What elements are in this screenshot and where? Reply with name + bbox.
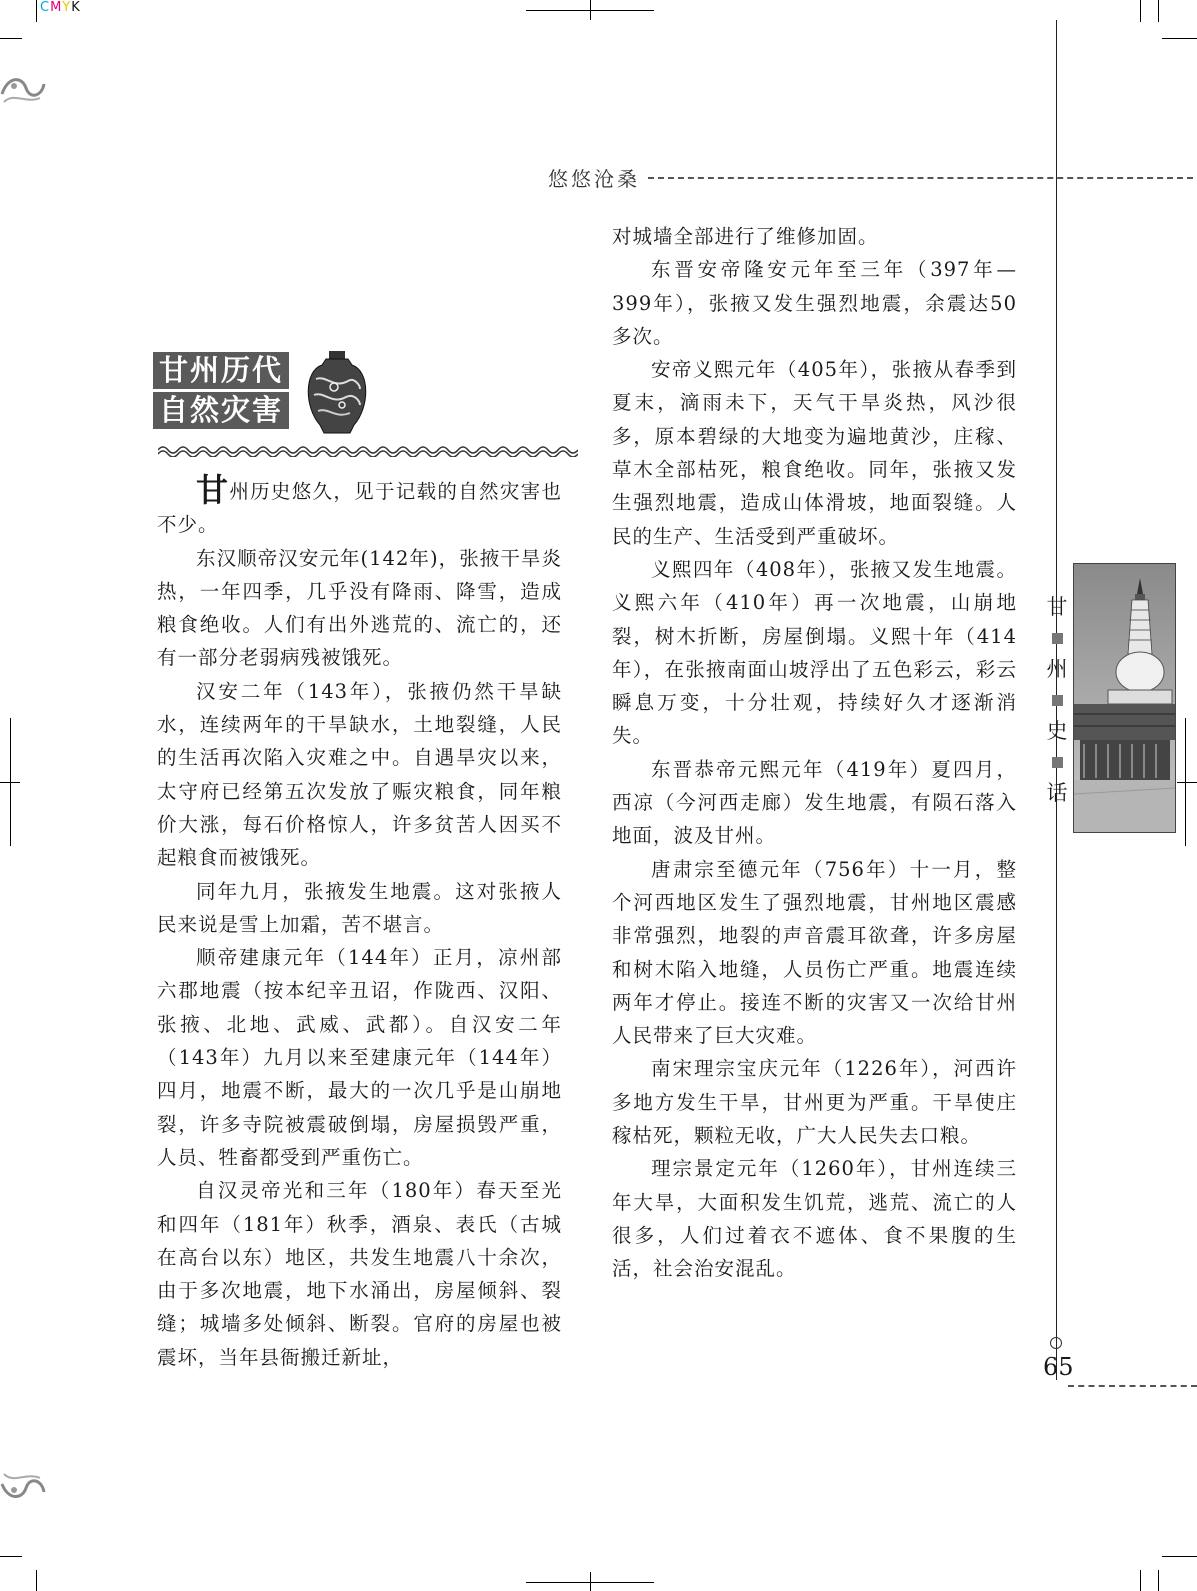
- paragraph: 义熙四年（408年），张掖又发生地震。义熙六年（410年）再一次地震，山崩地裂，树木折断，房屋倒塌。义熙十年（414年），在张掖南面山坡浮出了五色彩云，彩云瞬息万变，十分壮观，持续好久才逐渐消失。: [612, 557, 1017, 748]
- crop-mark: [590, 1572, 591, 1591]
- right-column: [612, 220, 1017, 1286]
- crop-mark: [36, 0, 37, 22]
- scroll-ornament-icon: [0, 70, 48, 110]
- cmyk-k: K: [71, 0, 81, 15]
- side-title-char: 甘: [1046, 595, 1068, 619]
- header-dashed-rule: [648, 177, 1193, 179]
- running-head: 悠悠沧桑: [548, 167, 640, 191]
- paragraph: 自汉灵帝光和三年（180年）春天至光和四年（181年）秋季，酒泉、表氏（古城在高台以东）地区，共发生地震八十余次，由于多次地震，地下水涌出，房屋倾斜、裂缝；城墙多处倾斜、断裂。官府的房屋也被震坏，当年县衙搬迁新址，: [157, 1179, 562, 1369]
- section-title-line2: 自然灾害: [153, 392, 289, 429]
- paragraph-text: 州历史悠久，见于记载的自然灾害也不少。: [157, 480, 562, 537]
- paragraph: 汉安二年（143年），张掖仍然干旱缺水，连续两年的干旱缺水，土地裂缝，人民的生活再次陷入灾难之中。自遇旱灾以来，太守府已经第五次发放了赈灾粮食，同年粮价大涨，每石价格惊人，许多贫苦人因买不起粮食而被饿死。: [157, 679, 562, 870]
- paragraph: 东汉顺帝汉安元年(142年)，张掖干旱炎热，一年四季，几乎没有降雨、降雪，造成粮食绝收。人们有出外逃荒的、流亡的，还有一部分老弱病残被饿死。: [157, 546, 562, 670]
- cmyk-c: C: [40, 0, 51, 15]
- square-bullet: [1052, 695, 1063, 706]
- crop-mark: [1177, 782, 1197, 783]
- section-title-line1: 甘州历代: [153, 352, 289, 389]
- paragraph: 唐肃宗至德元年（756年）十一月，整个河西地区发生了强烈地震，甘州地区震感非常强烈，地裂的声音震耳欲聋，许多房屋和树木陷入地缝，人员伤亡严重。地震连续两年才停止。接连不断的灾害又一次给甘州人民带来了巨大灾难。: [612, 857, 1017, 1048]
- paragraph: 东晋恭帝元熙元年（419年）夏四月，西凉（今河西走廊）发生地震，有陨石落入地面，波及甘州。: [612, 757, 1017, 848]
- pagoda-photo: [1073, 563, 1176, 833]
- vase-icon: [304, 349, 370, 439]
- cmyk-color-bar: [40, 0, 81, 15]
- page-marker-icon: [1050, 1337, 1062, 1349]
- crop-mark: [0, 1556, 22, 1557]
- paragraph: [157, 471, 562, 542]
- footer-dashed-rule: [1068, 1385, 1197, 1387]
- crop-mark: [1158, 1570, 1159, 1591]
- dropcap: 甘: [196, 471, 230, 509]
- crop-mark: [1140, 1570, 1141, 1591]
- paragraph: 南宋理宗宝庆元年（1226年），河西许多地方发生干旱，甘州更为严重。干旱使庄稼枯死，颗粒无收，广大人民失去口粮。: [612, 1057, 1017, 1148]
- side-book-title: [1046, 592, 1068, 809]
- side-title-char: 史: [1046, 719, 1068, 743]
- section-title: [153, 352, 289, 429]
- paragraph: 安帝义熙元年（405年），张掖从春季到夏末，滴雨未下，天气干旱炎热，风沙很多，原本碧绿的大地变为遍地黄沙，庄稼、草木全部枯死，粮食绝收。同年，张掖又发生强烈地震，造成山体滑坡，地面裂缝。人民的生产、生活受到严重破坏。: [612, 358, 1017, 548]
- crop-mark: [36, 1570, 37, 1591]
- paragraph: 顺帝建康元年（144年）正月，凉州部六郡地震（按本纪辛丑诏，作陇西、汉阳、张掖、北地、武威、武都）。自汉安二年（143年）九月以来至建康元年（144年）四月，地震不断，最大的一次几乎是山崩地裂，许多寺院被震破倒塌，房屋损毁严重，人员、牲畜都受到严重伤亡。: [157, 946, 562, 1169]
- paragraph-continuation: 对城墙全部进行了维修加固。: [612, 225, 879, 248]
- crop-mark: [0, 38, 22, 39]
- paragraph: 理宗景定元年（1260年），甘州连续三年大旱，大面积发生饥荒，逃荒、流亡的人很多，人们过着衣不遮体、食不果腹的生活，社会治安混乱。: [612, 1157, 1017, 1281]
- square-bullet: [1052, 757, 1063, 768]
- crop-mark: [1162, 1556, 1197, 1557]
- crop-mark: [1140, 0, 1141, 22]
- crop-mark: [590, 0, 591, 20]
- side-title-char: 话: [1046, 781, 1068, 805]
- paragraph: 同年九月，张掖发生地震。这对张掖人民来说是雪上加霜，苦不堪言。: [157, 879, 562, 936]
- crop-mark: [0, 782, 20, 783]
- scroll-ornament-icon: [0, 1466, 48, 1506]
- crop-mark: [1162, 38, 1197, 39]
- wavy-divider: [158, 443, 578, 457]
- paragraph: 东晋安帝隆安元年至三年（397年—399年），张掖又发生强烈地震，余震达50多次。: [612, 258, 1017, 348]
- square-bullet: [1052, 633, 1063, 644]
- side-title-char: 州: [1046, 657, 1068, 681]
- left-column: [157, 471, 562, 1374]
- crop-mark: [1158, 0, 1159, 22]
- cmyk-y: Y: [62, 0, 72, 15]
- cmyk-m: M: [50, 0, 63, 15]
- page-number: 65: [1043, 1353, 1074, 1381]
